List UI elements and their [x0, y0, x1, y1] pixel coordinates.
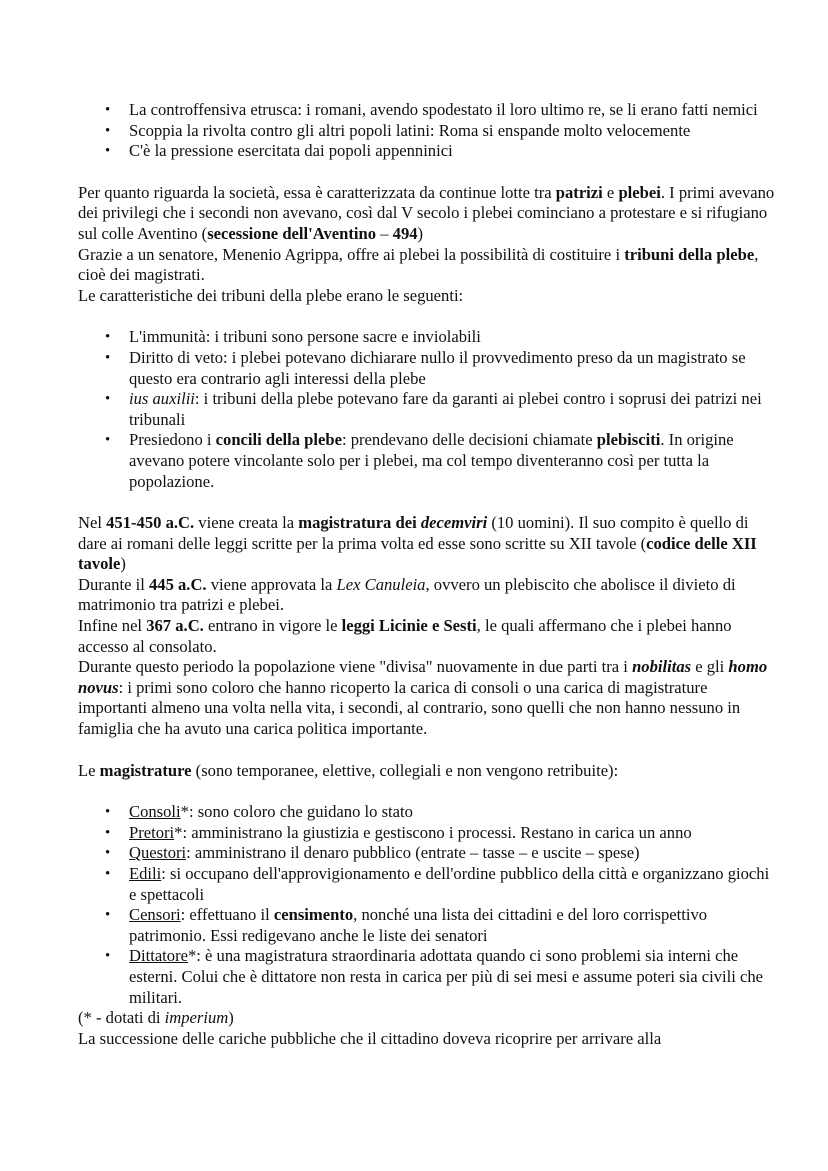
list-item-text: C'è la pressione esercitata dai popoli appenninici: [129, 141, 453, 161]
underlined-term: Pretori: [129, 822, 175, 842]
bullet-icon: •: [105, 845, 111, 862]
imperium-footnote: [78, 1008, 778, 1029]
magistrature-intro: [78, 761, 778, 782]
emphasized-text: homo novus: [78, 657, 768, 697]
text-run: (* - dotati di: [78, 1008, 165, 1028]
list-item: [78, 823, 778, 844]
list-item-text: La controffensiva etrusca: i romani, avendo spodestato il loro ultimo re, se li erano fatti nemici: [129, 100, 758, 119]
text-run: : effettuano il: [180, 905, 274, 925]
text-run: : i primi sono coloro che hanno ricoperto la carica di consoli o una carica di magistrature importanti almeno una volta nella vita, i secondi, al contrario, sono quelli che non hanno nessuno in famiglia che ha avuto una carica politica importante.: [78, 677, 741, 739]
list-item-text: Scoppia la rivolta contro gli altri popoli latini: Roma si enspande molto velocemente: [129, 120, 691, 140]
bullet-icon: •: [105, 349, 111, 366]
text-run: : i tribuni della plebe potevano fare da garanti ai plebei contro i soprusi dei patrizi nei tribunali: [129, 389, 762, 429]
bullet-icon: •: [105, 907, 111, 924]
history-paragraph: [78, 616, 778, 657]
list-item: [78, 802, 778, 823]
text-run: –: [376, 223, 393, 243]
emphasized-text: censimento: [273, 905, 354, 925]
spacer: [78, 162, 778, 183]
text-run: Nel: [78, 513, 107, 533]
text-run: ): [417, 223, 424, 243]
text-run: entrano in vigore le: [203, 616, 342, 636]
bullet-icon: •: [105, 391, 111, 408]
emphasized-text: nobilitas: [632, 657, 692, 677]
list-item: [78, 864, 778, 905]
underlined-term: Questori: [129, 843, 187, 863]
emphasized-text: ius auxilii: [129, 389, 195, 409]
emphasized-text: 451-450 a.C.: [106, 513, 195, 533]
text-run: : prendevano delle decisioni chiamate: [341, 430, 597, 450]
emphasized-text: patrizi: [555, 182, 603, 202]
text-run: , ovvero un plebiscito che abolisce il divieto di matrimonio tra patrizi e plebei.: [78, 574, 736, 615]
magistrature-bullet-list: [78, 802, 778, 1008]
list-item: [78, 905, 778, 946]
text-run: Le: [78, 760, 100, 780]
list-item: [78, 348, 778, 389]
caratteristiche-heading: [78, 286, 778, 307]
text-run: Diritto di veto: i plebei potevano dichiarare nullo il provvedimento preso da un magistrato se questo era contrario agli interessi della plebe: [129, 347, 746, 388]
text-run: Infine nel: [78, 616, 147, 636]
bullet-icon: •: [105, 824, 111, 841]
list-item: [78, 121, 778, 142]
text-run: : si occupano dell'approvigionamento e dell'ordine pubblico della città e organizzano giochi e spettacoli: [129, 864, 770, 904]
underlined-term: Dittatore: [129, 946, 188, 966]
text-run: Durante il: [78, 574, 149, 594]
text-run: *: sono coloro che guidano lo stato: [180, 802, 413, 822]
emphasized-text: imperium: [164, 1008, 229, 1028]
document-page: [78, 100, 778, 1049]
underlined-term: Edili: [129, 864, 162, 883]
bullet-icon: •: [105, 122, 111, 139]
text-run: Grazie a un senatore, Menenio Agrippa, offre ai plebei la possibilità di costituire i: [78, 244, 625, 264]
list-item: [78, 389, 778, 430]
bullet-icon: •: [105, 804, 111, 821]
emphasized-text: Lex Canuleia: [336, 574, 426, 594]
list-item: [78, 843, 778, 864]
text-run: viene approvata la: [206, 574, 337, 594]
bullet-icon: •: [105, 432, 111, 449]
tribuni-bullet-list: [78, 327, 778, 492]
intro-bullet-list: [78, 100, 778, 162]
text-run: (sono temporanee, elettive, collegiali e non vengono retribuite):: [191, 760, 619, 780]
list-item: [78, 141, 778, 162]
text-run: , nonché una lista dei cittadini e del loro corrispettivo patrimonio. Essi redigevano anche le liste dei senatori: [129, 905, 708, 945]
society-paragraph: [78, 183, 778, 245]
emphasized-text: leggi Licinie e Sesti: [341, 616, 477, 636]
history-section: [78, 513, 778, 740]
underlined-term: Consoli: [129, 802, 181, 822]
list-item: [78, 100, 778, 121]
emphasized-text: codice delle XII tavole: [78, 533, 757, 574]
emphasized-text: tribuni della plebe: [624, 244, 755, 264]
spacer: [78, 740, 778, 761]
text-run: e: [602, 182, 619, 202]
text-run: La successione delle cariche pubbliche che il cittadino doveva ricoprire per arrivare alla: [78, 1028, 662, 1048]
agrippa-paragraph: [78, 245, 778, 286]
list-item: [78, 327, 778, 348]
text-run: viene creata la: [194, 513, 299, 533]
list-item: [78, 430, 778, 492]
list-item: [78, 946, 778, 1008]
text-run: ): [228, 1008, 234, 1028]
text-run: . I primi avevano dei privilegi che i secondi non avevano, così dal V secolo i plebei cominciano a protestare e si rifugiano sul colle Aventino (: [78, 182, 775, 243]
emphasized-text: magistrature: [99, 760, 192, 780]
text-run: Per quanto riguarda la società, essa è caratterizzata da continue lotte tra: [78, 182, 556, 202]
text-run: , le quali affermano che i plebei hanno accesso al consolato.: [78, 616, 732, 656]
emphasized-text: 445 a.C.: [148, 574, 207, 594]
spacer: [78, 306, 778, 327]
emphasized-text: plebei: [618, 182, 661, 202]
text-run: Le caratteristiche dei tribuni della plebe erano le seguenti:: [78, 285, 464, 305]
underlined-term: Censori: [129, 905, 181, 925]
bullet-icon: •: [105, 143, 111, 160]
bullet-icon: •: [105, 329, 111, 346]
text-run: Presiedono i: [129, 430, 216, 450]
text-run: Durante questo periodo la popolazione viene "divisa" nuovamente in due parti tra i: [78, 657, 633, 677]
text-run: . In origine avevano potere vincolante solo per i plebei, ma col tempo diventeranno così per tutta la popolazione.: [129, 430, 734, 491]
emphasized-text: decemviri: [420, 513, 488, 533]
closing-paragraph: [78, 1029, 778, 1050]
emphasized-text: magistratura dei: [298, 513, 421, 533]
text-run: L'immunità: i tribuni sono persone sacre e inviolabili: [129, 327, 481, 347]
emphasized-text: 367 a.C.: [146, 616, 204, 636]
text-run: e gli: [691, 657, 729, 677]
text-run: , cioè dei magistrati.: [78, 244, 759, 285]
text-run: *: è una magistratura straordinaria adottata quando ci sono problemi sia interni che esterni. Colui che è dittatore non resta in carica per più di sei mesi e assume poteri sia civili che militari.: [129, 946, 764, 1007]
history-paragraph: [78, 575, 778, 616]
bullet-icon: •: [105, 866, 111, 882]
history-paragraph: [78, 513, 778, 575]
bullet-icon: •: [105, 102, 111, 118]
text-run: : amministrano il denaro pubblico (entrate – tasse – e uscite – spese): [186, 843, 640, 863]
history-paragraph: [78, 657, 778, 739]
spacer: [78, 492, 778, 513]
emphasized-text: plebisciti: [596, 430, 661, 450]
emphasized-text: secessione dell'Aventino: [207, 223, 377, 243]
text-run: (10 uomini). Il suo compito è quello di dare ai romani delle leggi scritte per la prima volta ed esse sono scritte su XII tavole (: [78, 513, 749, 553]
spacer: [78, 781, 778, 802]
emphasized-text: 494: [392, 223, 418, 243]
bullet-icon: •: [105, 948, 111, 965]
text-run: ): [120, 554, 126, 574]
text-run: *: amministrano la giustizia e gestiscono i processi. Restano in carica un anno: [174, 822, 692, 842]
emphasized-text: concili della plebe: [215, 430, 342, 450]
